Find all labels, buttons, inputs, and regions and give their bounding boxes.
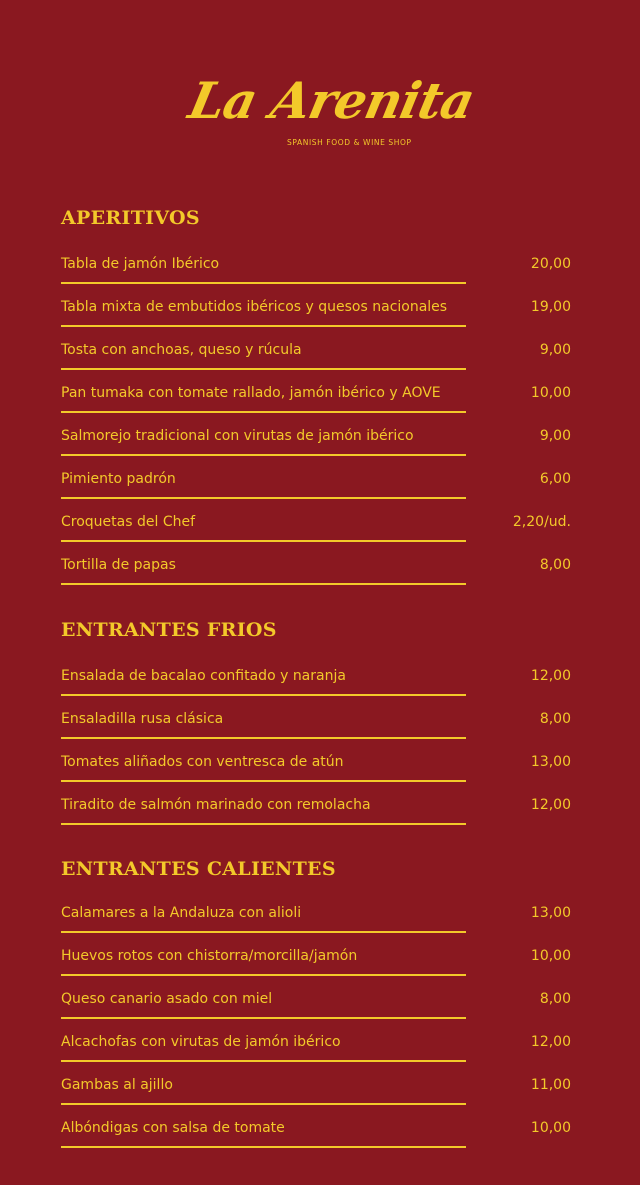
- item-list: [61, 904, 571, 1162]
- item-underline: [61, 737, 466, 739]
- item-price: 13,00: [530, 905, 571, 921]
- item-name: Gambas al ajillo: [61, 1077, 173, 1093]
- brand-name: La Arenita: [183, 71, 480, 130]
- menu-item: [61, 470, 571, 513]
- item-name: Tabla mixta de embutidos ibéricos y quesos nacionales: [61, 299, 448, 315]
- item-underline: [61, 1103, 466, 1105]
- item-name: Tomates aliñados con ventresca de atún: [61, 754, 344, 770]
- item-list: [61, 667, 571, 839]
- item-name: Ensaladilla rusa clásica: [61, 711, 224, 727]
- item-price: 2,20/ud.: [512, 514, 571, 530]
- item-underline: [61, 325, 466, 327]
- section-title: ENTRANTES FRIOS: [61, 619, 277, 641]
- item-underline: [61, 368, 466, 370]
- menu-item: [61, 904, 571, 947]
- menu-item: [61, 341, 571, 384]
- item-price: 9,00: [539, 428, 571, 444]
- item-name: Albóndigas con salsa de tomate: [61, 1120, 285, 1136]
- item-name: Alcachofas con virutas de jamón ibérico: [61, 1034, 341, 1050]
- item-underline: [61, 694, 466, 696]
- section-title: APERITIVOS: [61, 207, 200, 229]
- brand-logo: [0, 62, 640, 162]
- item-list: [61, 255, 571, 599]
- item-price: 6,00: [539, 471, 571, 487]
- menu-item: [61, 990, 571, 1033]
- item-underline: [61, 282, 466, 284]
- item-name: Calamares a la Andaluza con alioli: [61, 905, 302, 921]
- item-price: 9,00: [539, 342, 571, 358]
- item-name: Salmorejo tradicional con virutas de jamón ibérico: [61, 428, 414, 444]
- menu-item: [61, 513, 571, 556]
- item-underline: [61, 497, 466, 499]
- item-price: 19,00: [530, 299, 571, 315]
- brand-tagline: SPANISH FOOD & WINE SHOP: [287, 138, 412, 147]
- menu-item: [61, 1076, 571, 1119]
- menu-item: [61, 556, 571, 599]
- item-price: 12,00: [530, 1034, 571, 1050]
- item-underline: [61, 583, 466, 585]
- section-title: ENTRANTES CALIENTES: [61, 858, 336, 880]
- item-price: 13,00: [530, 754, 571, 770]
- section-aperitivos: [61, 205, 571, 599]
- section-entrantes-calientes: [61, 856, 571, 1162]
- item-price: 12,00: [530, 668, 571, 684]
- menu-item: [61, 384, 571, 427]
- item-price: 8,00: [539, 711, 571, 727]
- item-price: 12,00: [530, 797, 571, 813]
- menu-item: [61, 1033, 571, 1076]
- item-name: Tortilla de papas: [61, 557, 176, 573]
- item-price: 8,00: [539, 557, 571, 573]
- item-name: Tosta con anchoas, queso y rúcula: [61, 342, 302, 358]
- item-price: 10,00: [530, 948, 571, 964]
- section-entrantes-frios: [61, 617, 571, 839]
- item-price: 10,00: [530, 385, 571, 401]
- menu-item: [61, 753, 571, 796]
- item-name: Pimiento padrón: [61, 471, 176, 487]
- menu-item: [61, 427, 571, 470]
- menu-item: [61, 710, 571, 753]
- item-underline: [61, 1146, 466, 1148]
- item-price: 11,00: [530, 1077, 571, 1093]
- item-underline: [61, 974, 466, 976]
- item-underline: [61, 931, 466, 933]
- item-name: Tiradito de salmón marinado con remolacha: [61, 797, 371, 813]
- item-underline: [61, 411, 466, 413]
- item-underline: [61, 540, 466, 542]
- item-underline: [61, 780, 466, 782]
- menu-item: [61, 298, 571, 341]
- menu-item: [61, 255, 571, 298]
- item-underline: [61, 454, 466, 456]
- item-name: Queso canario asado con miel: [61, 991, 273, 1007]
- item-price: 10,00: [530, 1120, 571, 1136]
- item-underline: [61, 1017, 466, 1019]
- item-underline: [61, 1060, 466, 1062]
- item-name: Croquetas del Chef: [61, 514, 196, 530]
- item-name: Ensalada de bacalao confitado y naranja: [61, 668, 346, 684]
- item-underline: [61, 823, 466, 825]
- menu-item: [61, 1119, 571, 1162]
- item-name: Tabla de jamón Ibérico: [61, 256, 220, 272]
- menu-item: [61, 667, 571, 710]
- item-price: 20,00: [530, 256, 571, 272]
- item-name: Pan tumaka con tomate rallado, jamón ibérico y AOVE: [61, 385, 441, 401]
- menu-item: [61, 796, 571, 839]
- item-price: 8,00: [539, 991, 571, 1007]
- menu-item: [61, 947, 571, 990]
- item-name: Huevos rotos con chistorra/morcilla/jamón: [61, 948, 358, 964]
